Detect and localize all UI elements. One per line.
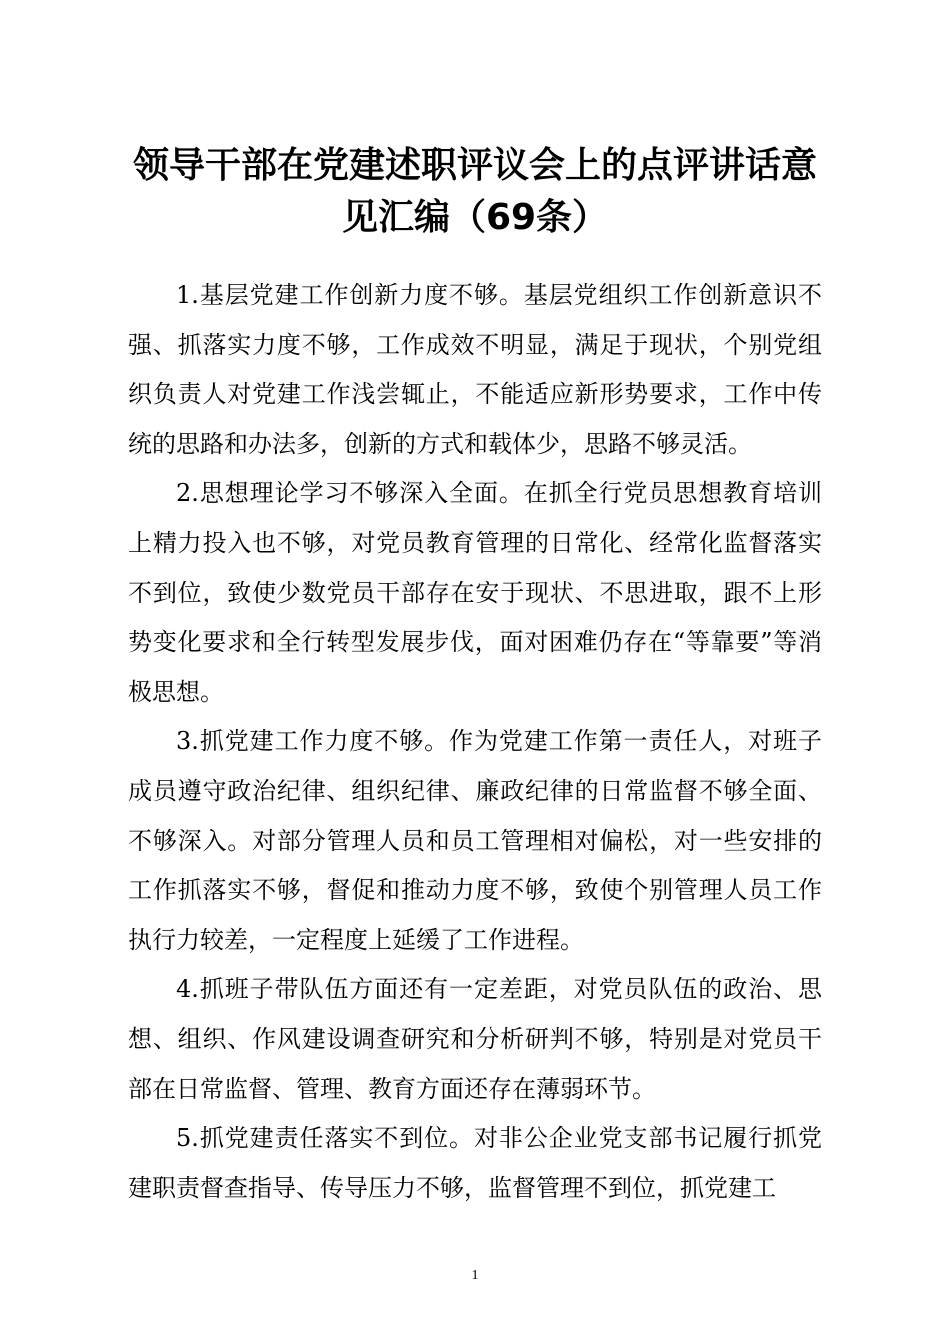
paragraph-3: 3.抓党建工作力度不够。作为党建工作第一责任人，对班子成员遵守政治纪律、组织纪律、廉政纪律的日常监督不够全面、不够深入。对部分管理人员和员工管理相对偏松，对一些安排的工作抓落实不够，督促和推动力度不够，致使个别管理人员工作执行力较差，一定程度上延缓了工作进程。 bbox=[128, 727, 822, 954]
paragraph-2: 2.思想理论学习不够深入全面。在抓全行党员思想教育培训上精力投入也不够，对党员教育管理的日常化、经常化监督落实不到位，致使少数党员干部存在安于现状、不思进取，跟不上形势变化要求和全行转型发展步伐，面对困难仍存在“等靠要”等消极思想。 bbox=[128, 479, 822, 706]
paragraph-1: 1.基层党建工作创新力度不够。基层党组织工作创新意识不强、抓落实力度不够，工作成效不明显，满足于现状，个别党组织负责人对党建工作浅尝辄止，不能适应新形势要求，工作中传统的思路和办法多，创新的方式和载体少，思路不够灵活。 bbox=[128, 281, 822, 458]
document-body bbox=[128, 271, 822, 1213]
document-title bbox=[128, 140, 822, 244]
page-number: 1 bbox=[471, 1268, 479, 1283]
title-line-2: 见汇编（69条） bbox=[341, 197, 609, 238]
paragraph-5: 5.抓党建责任落实不到位。对非公企业党支部书记履行抓党建职责督查指导、传导压力不够，监督管理不到位，抓党建工 bbox=[128, 1124, 822, 1202]
title-line-1: 领导干部在党建述职评议会上的点评讲话意 bbox=[132, 145, 817, 186]
paragraph-4: 4.抓班子带队伍方面还有一定差距，对党员队伍的政治、思想、组织、作风建设调查研究和分析研判不够，特别是对党员干部在日常监督、管理、教育方面还存在薄弱环节。 bbox=[128, 975, 822, 1103]
